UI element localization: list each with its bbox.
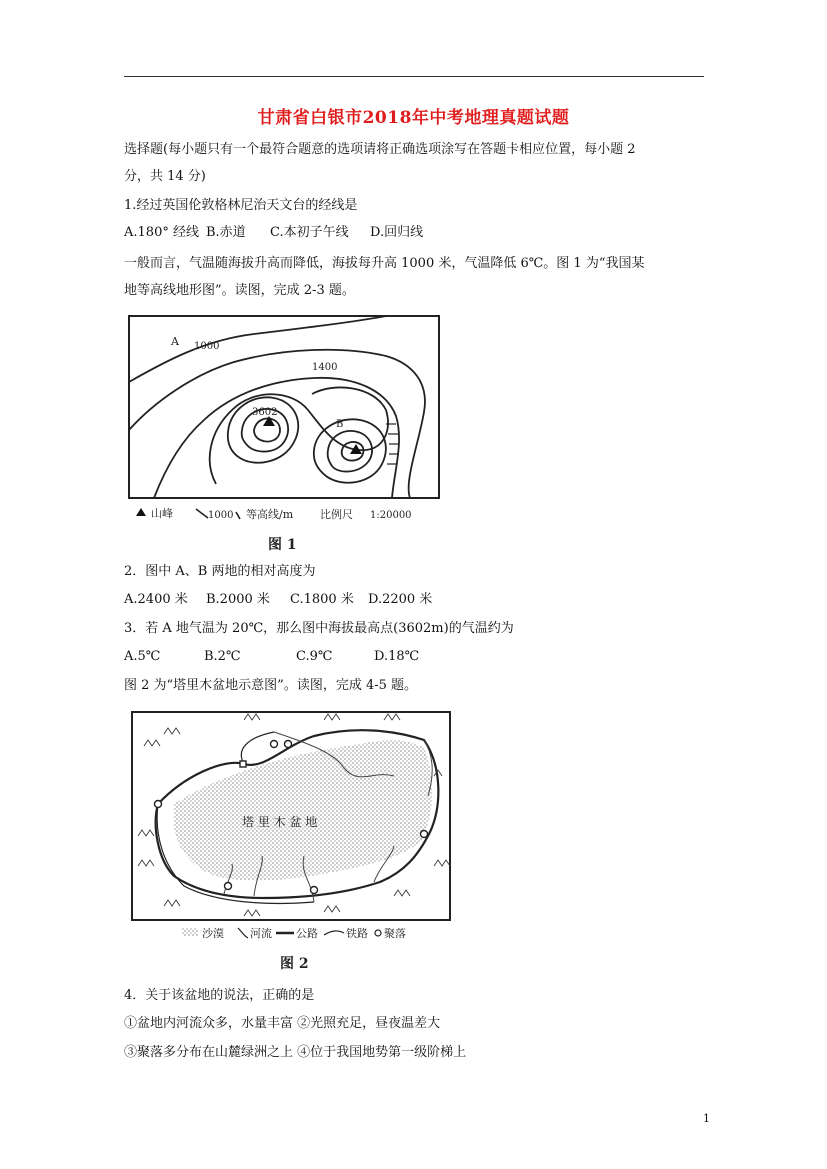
instructions-line-1: 选择题(每小题只有一个最符合题意的选项请将正确选项涂写在答题卡相应位置，每小题 2 bbox=[124, 142, 636, 157]
legend-settlement-icon bbox=[375, 930, 381, 936]
option-c: C.1800 米 bbox=[290, 592, 354, 607]
option-d: D.回归线 bbox=[370, 225, 424, 240]
legend-desert-label: 沙漠 bbox=[202, 927, 224, 940]
intro-1-line-2: 地等高线地形图”。读图，完成 2-3 题。 bbox=[124, 283, 355, 298]
legend-contour-value: 1000 bbox=[208, 510, 234, 521]
legend-scale-value: 1:20000 bbox=[370, 510, 412, 521]
question-2-stem: 2．图中 A、B 两地的相对高度为 bbox=[124, 564, 316, 579]
contour-line bbox=[129, 350, 425, 498]
option-c: C.本初子午线 bbox=[270, 225, 349, 240]
legend-river-label: 河流 bbox=[250, 927, 272, 940]
option-a: A.180° 经线 bbox=[124, 225, 199, 240]
option-a: A.5℃ bbox=[124, 649, 161, 664]
label-a: A bbox=[171, 335, 179, 348]
contour-line bbox=[210, 387, 388, 484]
figure-1-caption: 图 1 bbox=[268, 537, 297, 553]
legend-river-icon bbox=[238, 928, 248, 938]
legend-scale-label: 比例尺 bbox=[320, 508, 353, 521]
contour-label-1000: 1000 bbox=[194, 341, 220, 352]
header-rule bbox=[124, 76, 704, 77]
figure-2-caption: 图 2 bbox=[280, 956, 309, 972]
label-b: B bbox=[336, 419, 344, 430]
option-b: B.赤道 bbox=[206, 225, 246, 240]
legend-rail-icon bbox=[324, 931, 344, 935]
page-number: 1 bbox=[703, 1112, 710, 1125]
settlement-marker bbox=[421, 831, 428, 838]
peak-height-label: 3602 bbox=[252, 407, 278, 418]
option-b: B.2000 米 bbox=[206, 592, 270, 607]
settlement-marker bbox=[225, 883, 232, 890]
intro-1-line-1: 一般而言，气温随海拔升高而降低，海拔每升高 1000 米，气温降低 6℃。图 1 为“我国某 bbox=[124, 256, 645, 271]
contour-line bbox=[328, 431, 372, 472]
legend-rail-label: 铁路 bbox=[346, 927, 368, 940]
legend-contour-icon bbox=[196, 509, 208, 518]
contour-label-1400: 1400 bbox=[312, 362, 338, 373]
question-2-options bbox=[124, 591, 714, 609]
legend-desert-icon bbox=[182, 928, 198, 936]
figure-1-contour-map bbox=[124, 312, 444, 557]
option-d: D.2200 米 bbox=[368, 592, 433, 607]
contour-line bbox=[314, 419, 386, 482]
option-c: C.9℃ bbox=[296, 649, 333, 664]
legend-settlement-label: 聚落 bbox=[384, 927, 406, 940]
figure-2-basin-map bbox=[124, 706, 459, 976]
question-4-line-1: ①盆地内河流众多，水量丰富 ②光照充足，昼夜温差大 bbox=[124, 1016, 441, 1031]
basin-label: 塔 里 木 盆 地 bbox=[242, 815, 318, 829]
settlement-marker bbox=[155, 801, 162, 808]
question-3-options bbox=[124, 648, 714, 666]
question-4-line-2: ③聚落多分布在山麓绿洲之上 ④位于我国地势第一级阶梯上 bbox=[124, 1045, 467, 1060]
page-title: 甘肃省白银市2018年中考地理真题试题 bbox=[257, 108, 570, 128]
question-1-options bbox=[124, 224, 714, 242]
contour-line bbox=[129, 316, 386, 382]
instructions-line-2: 分，共 14 分) bbox=[124, 169, 206, 184]
settlement-marker bbox=[271, 741, 278, 748]
question-4-stem: 4．关于该盆地的说法，正确的是 bbox=[124, 988, 315, 1003]
legend-contour-label: 等高线/m bbox=[246, 508, 294, 521]
settlement-marker bbox=[285, 741, 292, 748]
intro-2: 图 2 为“塔里木盆地示意图”。读图，完成 4-5 题。 bbox=[124, 678, 418, 693]
legend-contour-tick bbox=[236, 512, 240, 519]
question-3-stem: 3．若 A 地气温为 20℃，那么图中海拔最高点(3602m)的气温约为 bbox=[124, 621, 514, 636]
settlement-marker bbox=[240, 761, 246, 767]
option-d: D.18℃ bbox=[374, 649, 420, 664]
option-b: B.2℃ bbox=[204, 649, 241, 664]
settlement-marker bbox=[311, 887, 318, 894]
legend-road-label: 公路 bbox=[296, 927, 318, 940]
question-1-stem: 1.经过英国伦敦格林尼治天文台的经线是 bbox=[124, 198, 358, 213]
legend-peak-icon bbox=[136, 508, 146, 516]
option-a: A.2400 米 bbox=[124, 592, 188, 607]
legend-peak-label: 山峰 bbox=[151, 507, 173, 520]
